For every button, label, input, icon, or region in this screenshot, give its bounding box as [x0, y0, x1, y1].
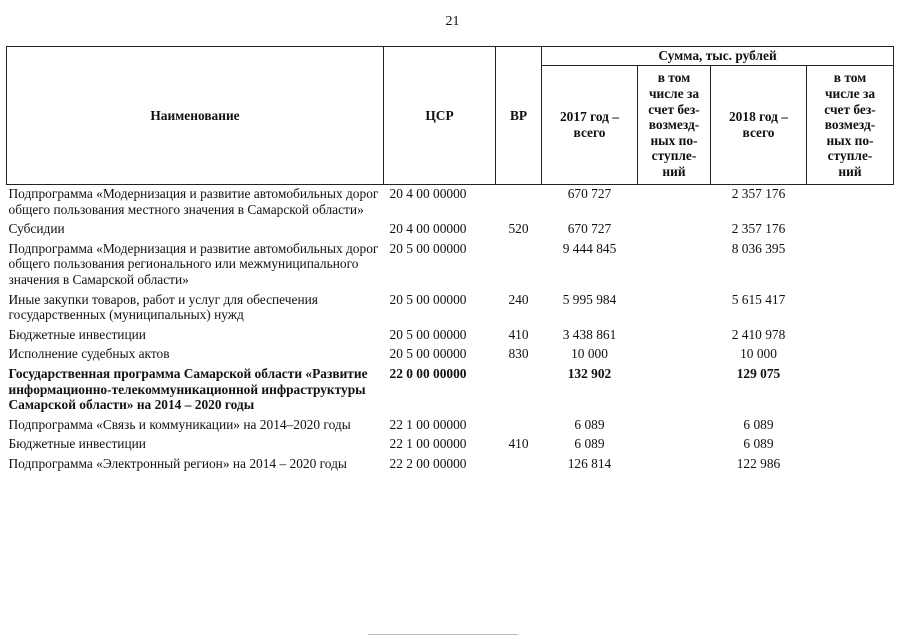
row-csr: 20 5 00 00000 [389, 291, 467, 307]
footer-divider [368, 634, 518, 635]
row-2017-free [638, 416, 711, 436]
budget-table [6, 46, 894, 475]
table-row [7, 455, 894, 475]
row-2018-total: 5 615 417 [731, 291, 786, 307]
header-vr: ВР [496, 47, 542, 185]
row-2018-free [807, 291, 894, 326]
row-vr [496, 455, 542, 475]
row-csr: 22 2 00 00000 [389, 455, 467, 471]
row-2018-total: 6 089 [743, 416, 774, 432]
row-vr [496, 185, 542, 221]
row-2017-free [638, 291, 711, 326]
row-2017-free [638, 365, 711, 416]
row-name: Бюджетные инвестиции [8, 326, 146, 342]
row-name: Иные закупки товаров, работ и услуг для обеспечения государственных (муниципальных) нужд [8, 291, 318, 323]
row-2018-free [807, 416, 894, 436]
row-2017-total: 132 902 [567, 365, 612, 381]
table-row [7, 416, 894, 436]
row-2017-total: 6 089 [574, 416, 605, 432]
header-2017-total: 2017 год – всего [542, 66, 638, 185]
row-2018-free [807, 240, 894, 291]
row-vr: 410 [508, 436, 529, 452]
header-name: Наименование [7, 47, 384, 185]
row-2017-total: 10 000 [571, 346, 608, 362]
row-vr: 830 [508, 346, 529, 362]
row-2017-free [638, 185, 711, 221]
row-2018-total: 2 357 176 [731, 221, 786, 237]
row-2018-total: 8 036 395 [731, 240, 786, 256]
row-2018-free [807, 455, 894, 475]
row-name: Подпрограмма «Связь и коммуникации» на 2014–2020 годы [8, 416, 351, 432]
row-name: Исполнение судебных актов [8, 346, 170, 362]
row-csr: 20 5 00 00000 [389, 346, 467, 362]
table-row [7, 365, 894, 416]
row-csr: 20 5 00 00000 [389, 326, 467, 342]
row-vr [496, 240, 542, 291]
row-name: Государственная программа Самарской области «Развитие информационно-телекоммуникационной инфраструктуры Самарской области» на 2014 – 2020 годы [8, 365, 368, 413]
row-2017-free [638, 240, 711, 291]
row-2017-total: 3 438 861 [562, 326, 617, 342]
row-vr [496, 365, 542, 416]
page-number: 21 [445, 14, 460, 29]
row-csr: 22 1 00 00000 [389, 416, 467, 432]
row-2018-total: 2 410 978 [731, 326, 786, 342]
header-2018-total: 2018 год – всего [711, 66, 807, 185]
row-vr: 240 [508, 291, 529, 307]
row-2017-free [638, 435, 711, 455]
table-row [7, 435, 894, 455]
row-2018-free [807, 345, 894, 365]
row-csr: 22 0 00 00000 [389, 365, 467, 381]
row-2017-total: 9 444 845 [562, 240, 617, 256]
row-csr: 20 5 00 00000 [389, 240, 467, 256]
row-2017-free [638, 326, 711, 346]
row-2017-total: 6 089 [574, 436, 605, 452]
header-sum: Сумма, тыс. рублей [542, 47, 894, 66]
row-2018-total: 10 000 [740, 346, 777, 362]
row-2017-total: 5 995 984 [562, 291, 617, 307]
row-name: Подпрограмма «Электронный регион» на 2014 – 2020 годы [8, 455, 347, 471]
row-2017-free [638, 455, 711, 475]
row-2017-free [638, 220, 711, 240]
row-name: Бюджетные инвестиции [8, 436, 146, 452]
table-row [7, 240, 894, 291]
row-csr: 20 4 00 00000 [389, 186, 467, 201]
row-vr [496, 416, 542, 436]
header-2018-free: в том числе за счет без- возмезд- ных по- ступле- ний [807, 66, 894, 185]
row-2018-free [807, 365, 894, 416]
row-2017-total: 126 814 [567, 455, 612, 471]
row-name: Подпрограмма «Модернизация и развитие автомобильных дорог общего пользования регионального или межмуниципального значения в Самарской области» [8, 240, 379, 287]
header-2017-free: в том числе за счет без- возмезд- ных по- ступле- ний [638, 66, 711, 185]
row-2018-free [807, 435, 894, 455]
row-vr: 410 [508, 326, 529, 342]
table-row [7, 326, 894, 346]
row-2018-total: 2 357 176 [731, 186, 786, 201]
row-2018-total: 129 075 [736, 365, 781, 381]
table-header [7, 47, 894, 185]
table-row [7, 185, 894, 221]
table-row [7, 291, 894, 326]
row-name: Субсидии [8, 221, 65, 237]
row-name: Подпрограмма «Модернизация и развитие автомобильных дорог общего пользования местного значения в Самарской области» [8, 186, 379, 217]
row-csr: 22 1 00 00000 [389, 436, 467, 452]
row-csr: 20 4 00 00000 [389, 221, 467, 237]
row-2018-total: 122 986 [736, 455, 781, 471]
header-csr: ЦСР [384, 47, 496, 185]
row-2018-free [807, 220, 894, 240]
row-2017-total: 670 727 [567, 186, 612, 201]
row-vr: 520 [508, 221, 529, 237]
row-2018-total: 6 089 [743, 436, 774, 452]
table-body [7, 185, 894, 475]
row-2017-total: 670 727 [567, 221, 612, 237]
row-2018-free [807, 185, 894, 221]
row-2017-free [638, 345, 711, 365]
table-row [7, 220, 894, 240]
row-2018-free [807, 326, 894, 346]
table-row [7, 345, 894, 365]
